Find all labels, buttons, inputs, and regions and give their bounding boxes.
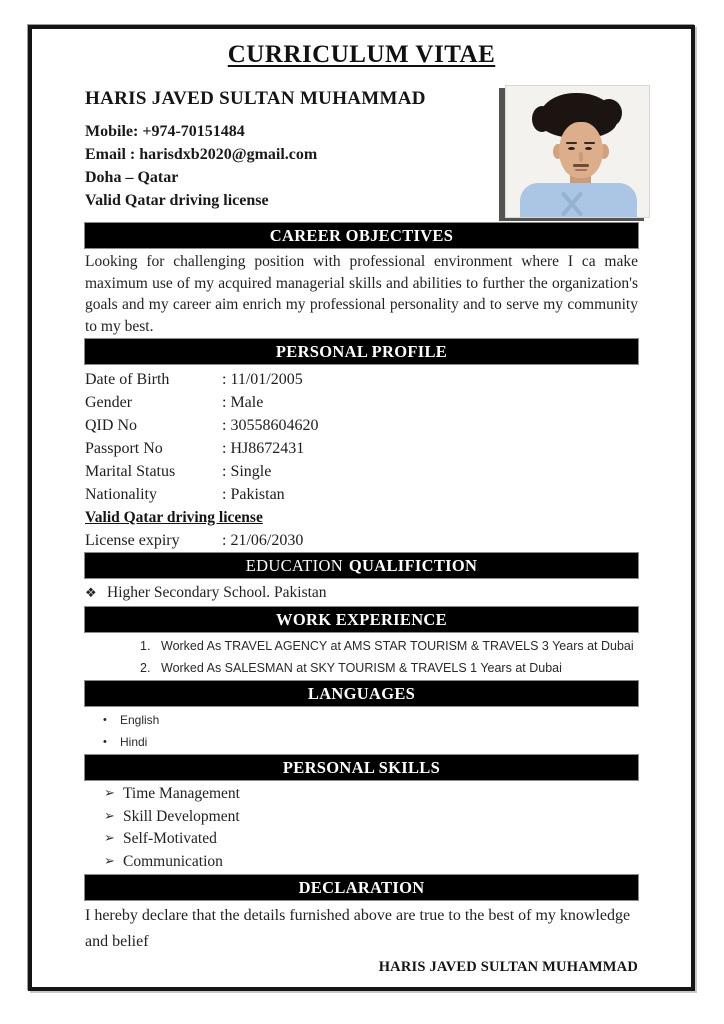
photo-hair-shape — [532, 106, 552, 132]
arrow-bullet-icon: ➢ — [104, 853, 115, 869]
skill-item: ➢ Self-Motivated — [85, 828, 638, 851]
language-item: • English — [85, 709, 638, 731]
profile-row-license-expiry: License expiry : 21/06/2030 — [85, 532, 304, 549]
contact-driving-license: Valid Qatar driving license — [85, 192, 269, 209]
arrow-bullet-icon: ➢ — [104, 786, 115, 801]
work-experience-list — [85, 635, 638, 679]
signature-name: HARIS JAVED SULTAN MUHAMMAD — [378, 959, 638, 975]
section-heading-education: EDUCATION QUALIFICTION — [85, 553, 638, 578]
personal-profile-table — [85, 368, 638, 552]
profile-row-gender: Gender : Male — [85, 394, 264, 411]
profile-row-passport: Passport No : HJ8672431 — [85, 440, 305, 457]
photo-face-shape — [559, 122, 603, 178]
page-title: CURRICULUM VITAE — [227, 41, 496, 68]
diamond-bullet-icon: ❖ — [85, 586, 97, 601]
dot-bullet-icon: • — [103, 714, 107, 726]
dot-bullet-icon: • — [103, 736, 107, 748]
skill-item: ➢ Time Management — [85, 783, 638, 806]
profile-row-dob: Date of Birth : 11/01/2005 — [85, 371, 303, 388]
contact-mobile: Mobile: +974-70151484 — [85, 123, 245, 140]
profile-row-nationality: Nationality : Pakistan — [85, 486, 285, 503]
contact-location: Doha – Qatar — [85, 169, 179, 186]
applicant-name: HARIS JAVED SULTAN MUHAMMAD — [85, 88, 426, 109]
applicant-photo — [505, 85, 650, 218]
section-heading-personal-skills: PERSONAL SKILLS — [85, 755, 638, 780]
section-heading-declaration: DECLARATION — [85, 875, 638, 900]
arrow-bullet-icon: ➢ — [104, 831, 115, 846]
photo-hair-shape — [596, 99, 622, 127]
skill-item: ➢ Skill Development — [85, 806, 638, 829]
profile-row-qid: QID No : 30558604620 — [85, 417, 319, 434]
contact-email: Email : harisdxb2020@gmail.com — [85, 146, 318, 163]
education-item: ❖ Higher Secondary School. Pakistan — [85, 581, 638, 605]
language-item: • Hindi — [85, 731, 638, 753]
personal-skills-list — [85, 783, 638, 873]
languages-list — [85, 709, 638, 753]
section-heading-work-experience: WORK EXPERIENCE — [85, 607, 638, 632]
work-experience-item: 1. Worked As TRAVEL AGENCY at AMS STAR TOURISM & TRAVELS 3 Years at Dubai — [140, 639, 634, 653]
driving-license-note: Valid Qatar driving license — [85, 509, 263, 526]
section-heading-languages: LANGUAGES — [85, 681, 638, 706]
section-heading-career-objectives: CAREER OBJECTIVES — [85, 223, 638, 248]
career-objectives-text: Looking for challenging position with professional environment where I ca make maximum use of my acquired managerial skills and abilities to further the organization's goals and my career aim enrich my professional personality and to serve my community to my best. — [85, 253, 638, 335]
work-experience-item: 2. Worked As SALESMAN at SKY TOURISM & TRAVELS 1 Years at Dubai — [140, 661, 562, 675]
declaration-text: I hereby declare that the details furnished above are true to the best of my knowledge and belief — [85, 907, 631, 950]
profile-row-marital: Marital Status : Single — [85, 463, 272, 480]
arrow-bullet-icon: ➢ — [104, 808, 115, 824]
section-heading-personal-profile: PERSONAL PROFILE — [85, 339, 638, 364]
skill-item: ➢ Communication — [85, 851, 638, 874]
cv-page — [28, 25, 695, 991]
